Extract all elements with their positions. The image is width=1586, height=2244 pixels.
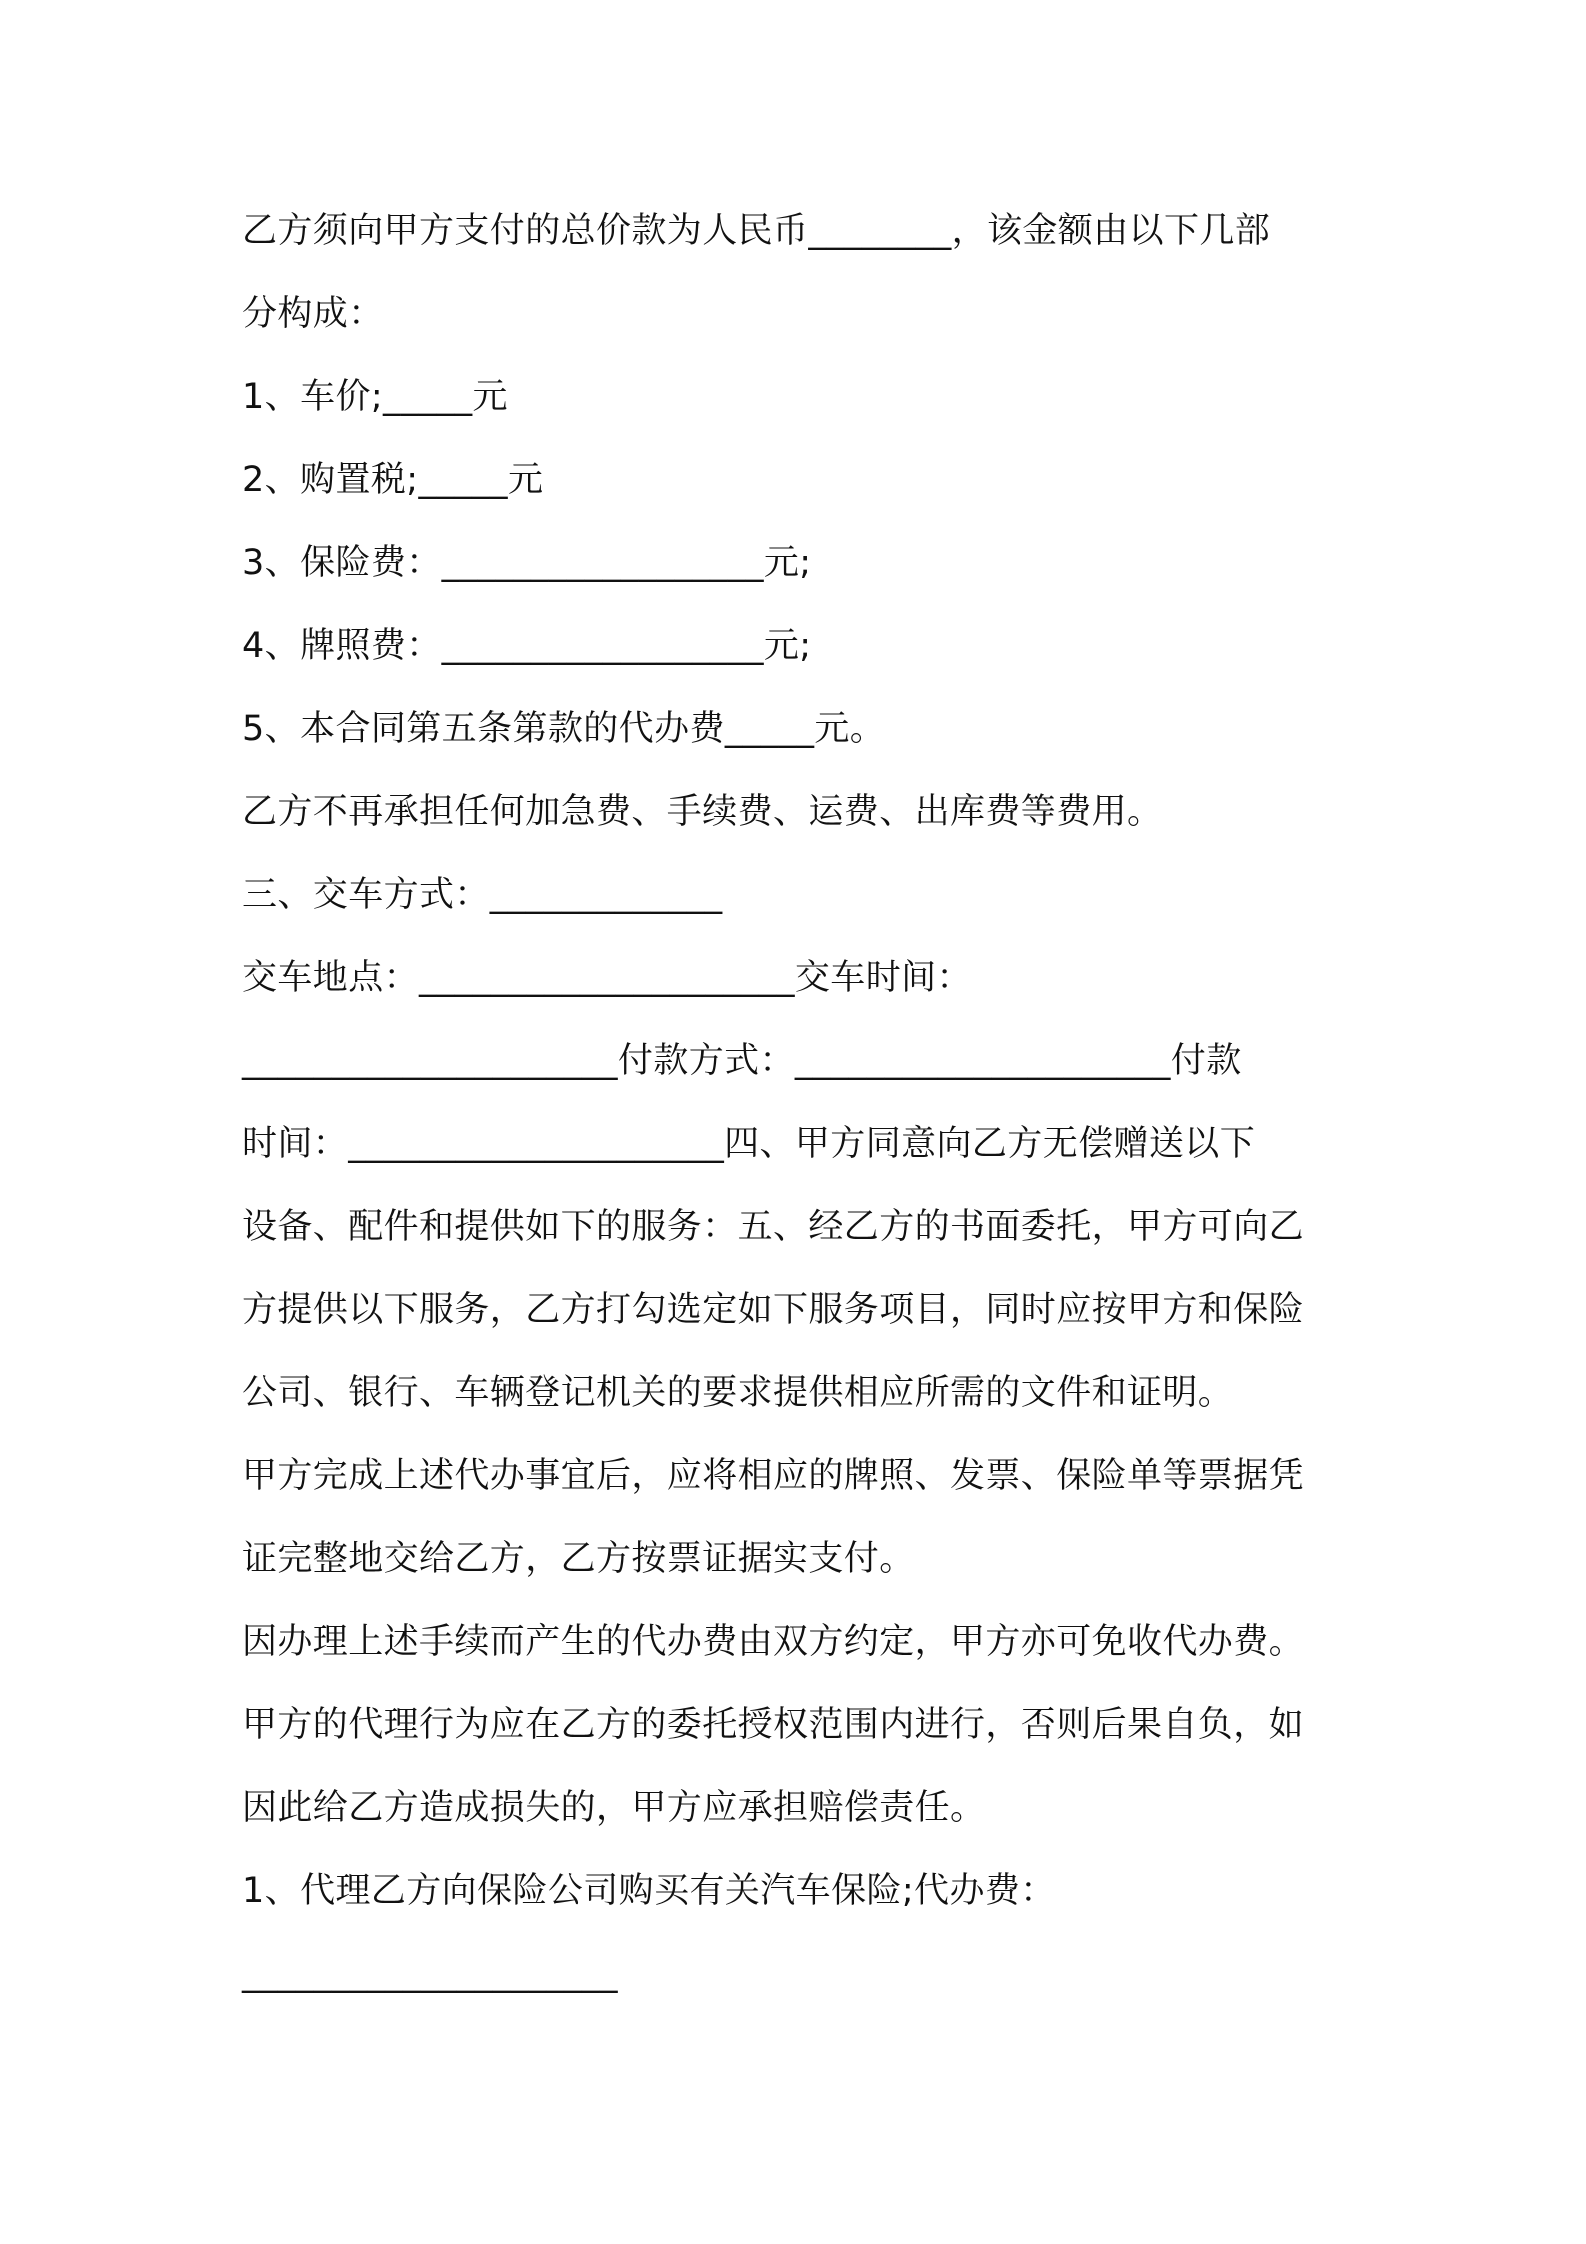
text-line: 乙方须向甲方支付的总价款为人民币________，该金额由以下几部 <box>242 211 1271 251</box>
text-line: 因此给乙方造成损失的，甲方应承担赔偿责任。 <box>242 1788 986 1828</box>
text-line: 甲方完成上述代办事宜后，应将相应的牌照、发票、保险单等票据凭 <box>242 1456 1305 1496</box>
text-line: 设备、配件和提供如下的服务：五、经乙方的书面委托，甲方可向乙 <box>242 1207 1305 1247</box>
text-line: 3、保险费：__________________元; <box>242 543 812 583</box>
text-line: 分构成： <box>242 294 384 334</box>
text-line: 5、本合同第五条第款的代办费_____元。 <box>242 709 886 749</box>
text-line: 2、购置税;_____元 <box>242 460 544 500</box>
text-line: 交车地点：_____________________交车时间： <box>242 958 972 998</box>
text-line: 因办理上述手续而产生的代办费由双方约定，甲方亦可免收代办费。 <box>242 1622 1305 1662</box>
text-line: 乙方不再承担任何加急费、手续费、运费、出库费等费用。 <box>242 792 1163 832</box>
text-line: 时间：_____________________四、甲方同意向乙方无偿赠送以下 <box>242 1124 1256 1164</box>
text-line: 公司、银行、车辆登记机关的要求提供相应所需的文件和证明。 <box>242 1373 1234 1413</box>
text-line: _____________________ <box>242 1954 618 1994</box>
text-line: 证完整地交给乙方，乙方按票证据实支付。 <box>242 1539 915 1579</box>
text-line: _____________________付款方式：_____________________付款 <box>242 1041 1242 1081</box>
text-line: 甲方的代理行为应在乙方的委托授权范围内进行，否则后果自负，如 <box>242 1705 1305 1745</box>
text-line: 三、交车方式：_____________ <box>242 875 723 915</box>
document-body <box>242 190 1362 2016</box>
text-line: 方提供以下服务，乙方打勾选定如下服务项目，同时应按甲方和保险 <box>242 1290 1305 1330</box>
text-line: 4、牌照费：__________________元; <box>242 626 812 666</box>
text-line: 1、代理乙方向保险公司购买有关汽车保险;代办费： <box>242 1871 1056 1911</box>
text-line: 1、车价;_____元 <box>242 377 508 417</box>
